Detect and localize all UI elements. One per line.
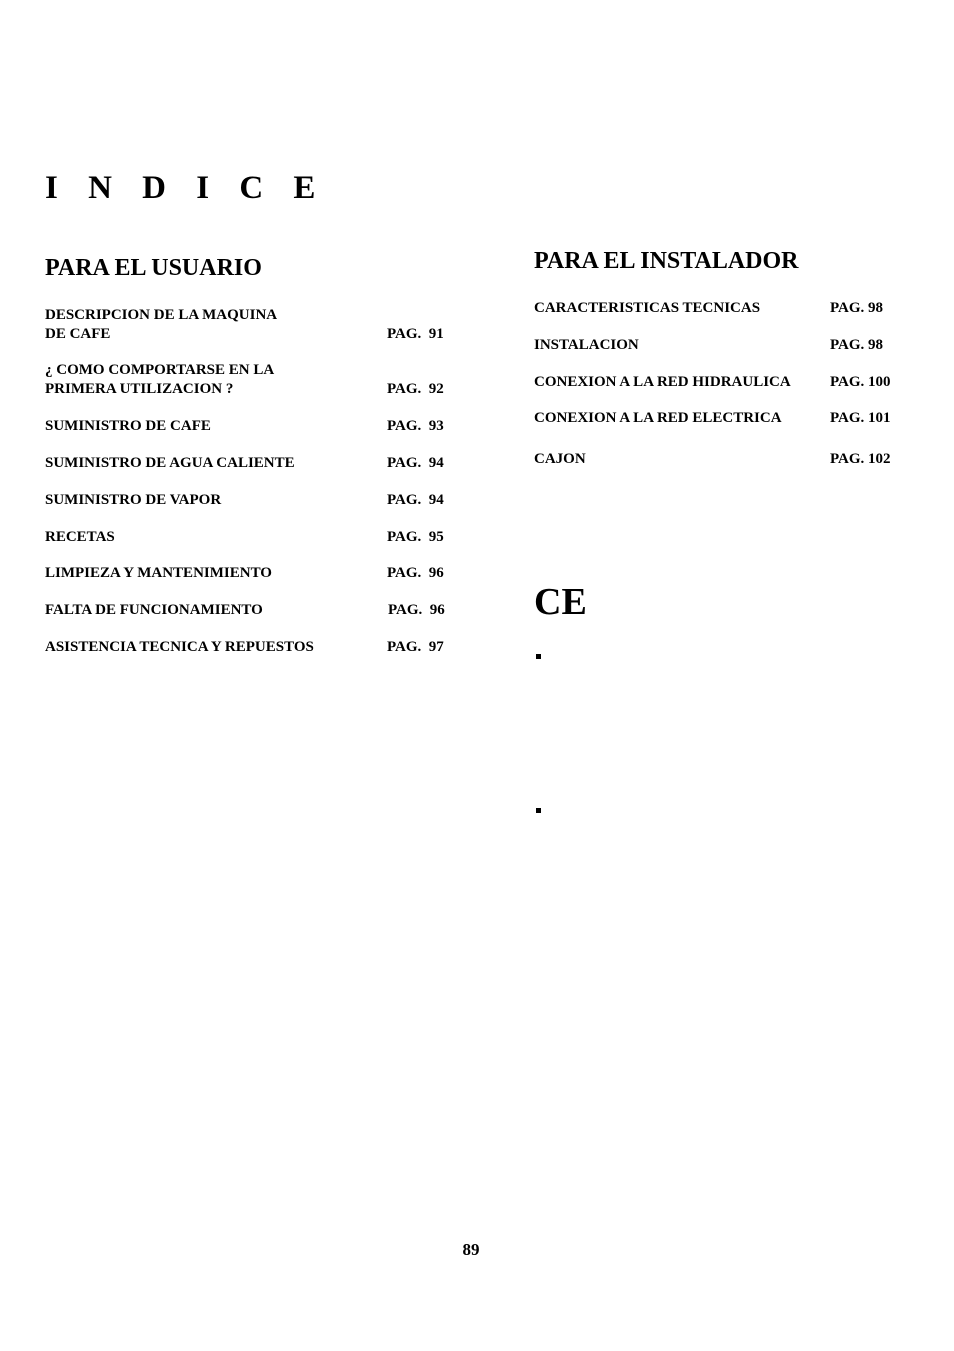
page-title: I N D I C E bbox=[45, 170, 327, 206]
toc-entry-page: PAG. 102 bbox=[830, 451, 891, 467]
toc-entry-page: PAG. 96 bbox=[388, 602, 445, 618]
toc-entry-label: SUMINISTRO DE CAFE bbox=[45, 418, 211, 434]
toc-entry-page: PAG. 98 bbox=[830, 300, 884, 316]
toc-entry-label: SUMINISTRO DE AGUA CALIENTE bbox=[45, 455, 295, 471]
page-number: 89 bbox=[462, 1240, 480, 1259]
toc-entry-label: CAJON bbox=[534, 451, 586, 467]
bullet-dot bbox=[536, 654, 541, 659]
toc-entry-page: PAG. 101 bbox=[830, 410, 891, 426]
toc-entry-page: PAG. 91 bbox=[387, 326, 444, 342]
toc-entry-page: PAG. 94 bbox=[387, 492, 444, 508]
section-heading-instalador: PARA EL INSTALADOR bbox=[534, 248, 799, 274]
toc-entry-label: FALTA DE FUNCIONAMIENTO bbox=[45, 602, 263, 618]
toc-entry-label: ¿ COMO COMPORTARSE EN LA PRIMERA UTILIZACION ? bbox=[45, 362, 275, 397]
toc-entry-label: ASISTENCIA TECNICA Y REPUESTOS bbox=[45, 639, 314, 655]
toc-entry-page: PAG. 94 bbox=[387, 455, 444, 471]
toc-entry-page: PAG. 100 bbox=[830, 374, 891, 390]
toc-entry-label: CONEXION A LA RED HIDRAULICA bbox=[534, 374, 791, 390]
toc-entry-label: RECETAS bbox=[45, 529, 115, 545]
toc-entry-page: PAG. 92 bbox=[387, 381, 444, 397]
toc-entry-page: PAG. 98 bbox=[830, 337, 884, 353]
section-heading-usuario: PARA EL USUARIO bbox=[45, 255, 262, 281]
toc-entry-label: LIMPIEZA Y MANTENIMIENTO bbox=[45, 565, 272, 581]
toc-entry-label: INSTALACION bbox=[534, 337, 639, 353]
toc-entry-label: SUMINISTRO DE VAPOR bbox=[45, 492, 222, 508]
bullet-dot bbox=[536, 808, 541, 813]
toc-entry-label: DESCRIPCION DE LA MAQUINA DE CAFE bbox=[45, 307, 278, 342]
toc-entry-page: PAG. 97 bbox=[387, 639, 444, 655]
toc-entry-page: PAG. 96 bbox=[387, 565, 444, 581]
ce-mark: CE bbox=[534, 581, 587, 623]
toc-entry-page: PAG. 95 bbox=[387, 529, 444, 545]
toc-entry-label: CARACTERISTICAS TECNICAS bbox=[534, 300, 761, 316]
toc-entry-label: CONEXION A LA RED ELECTRICA bbox=[534, 410, 782, 426]
toc-entry-page: PAG. 93 bbox=[387, 418, 444, 434]
